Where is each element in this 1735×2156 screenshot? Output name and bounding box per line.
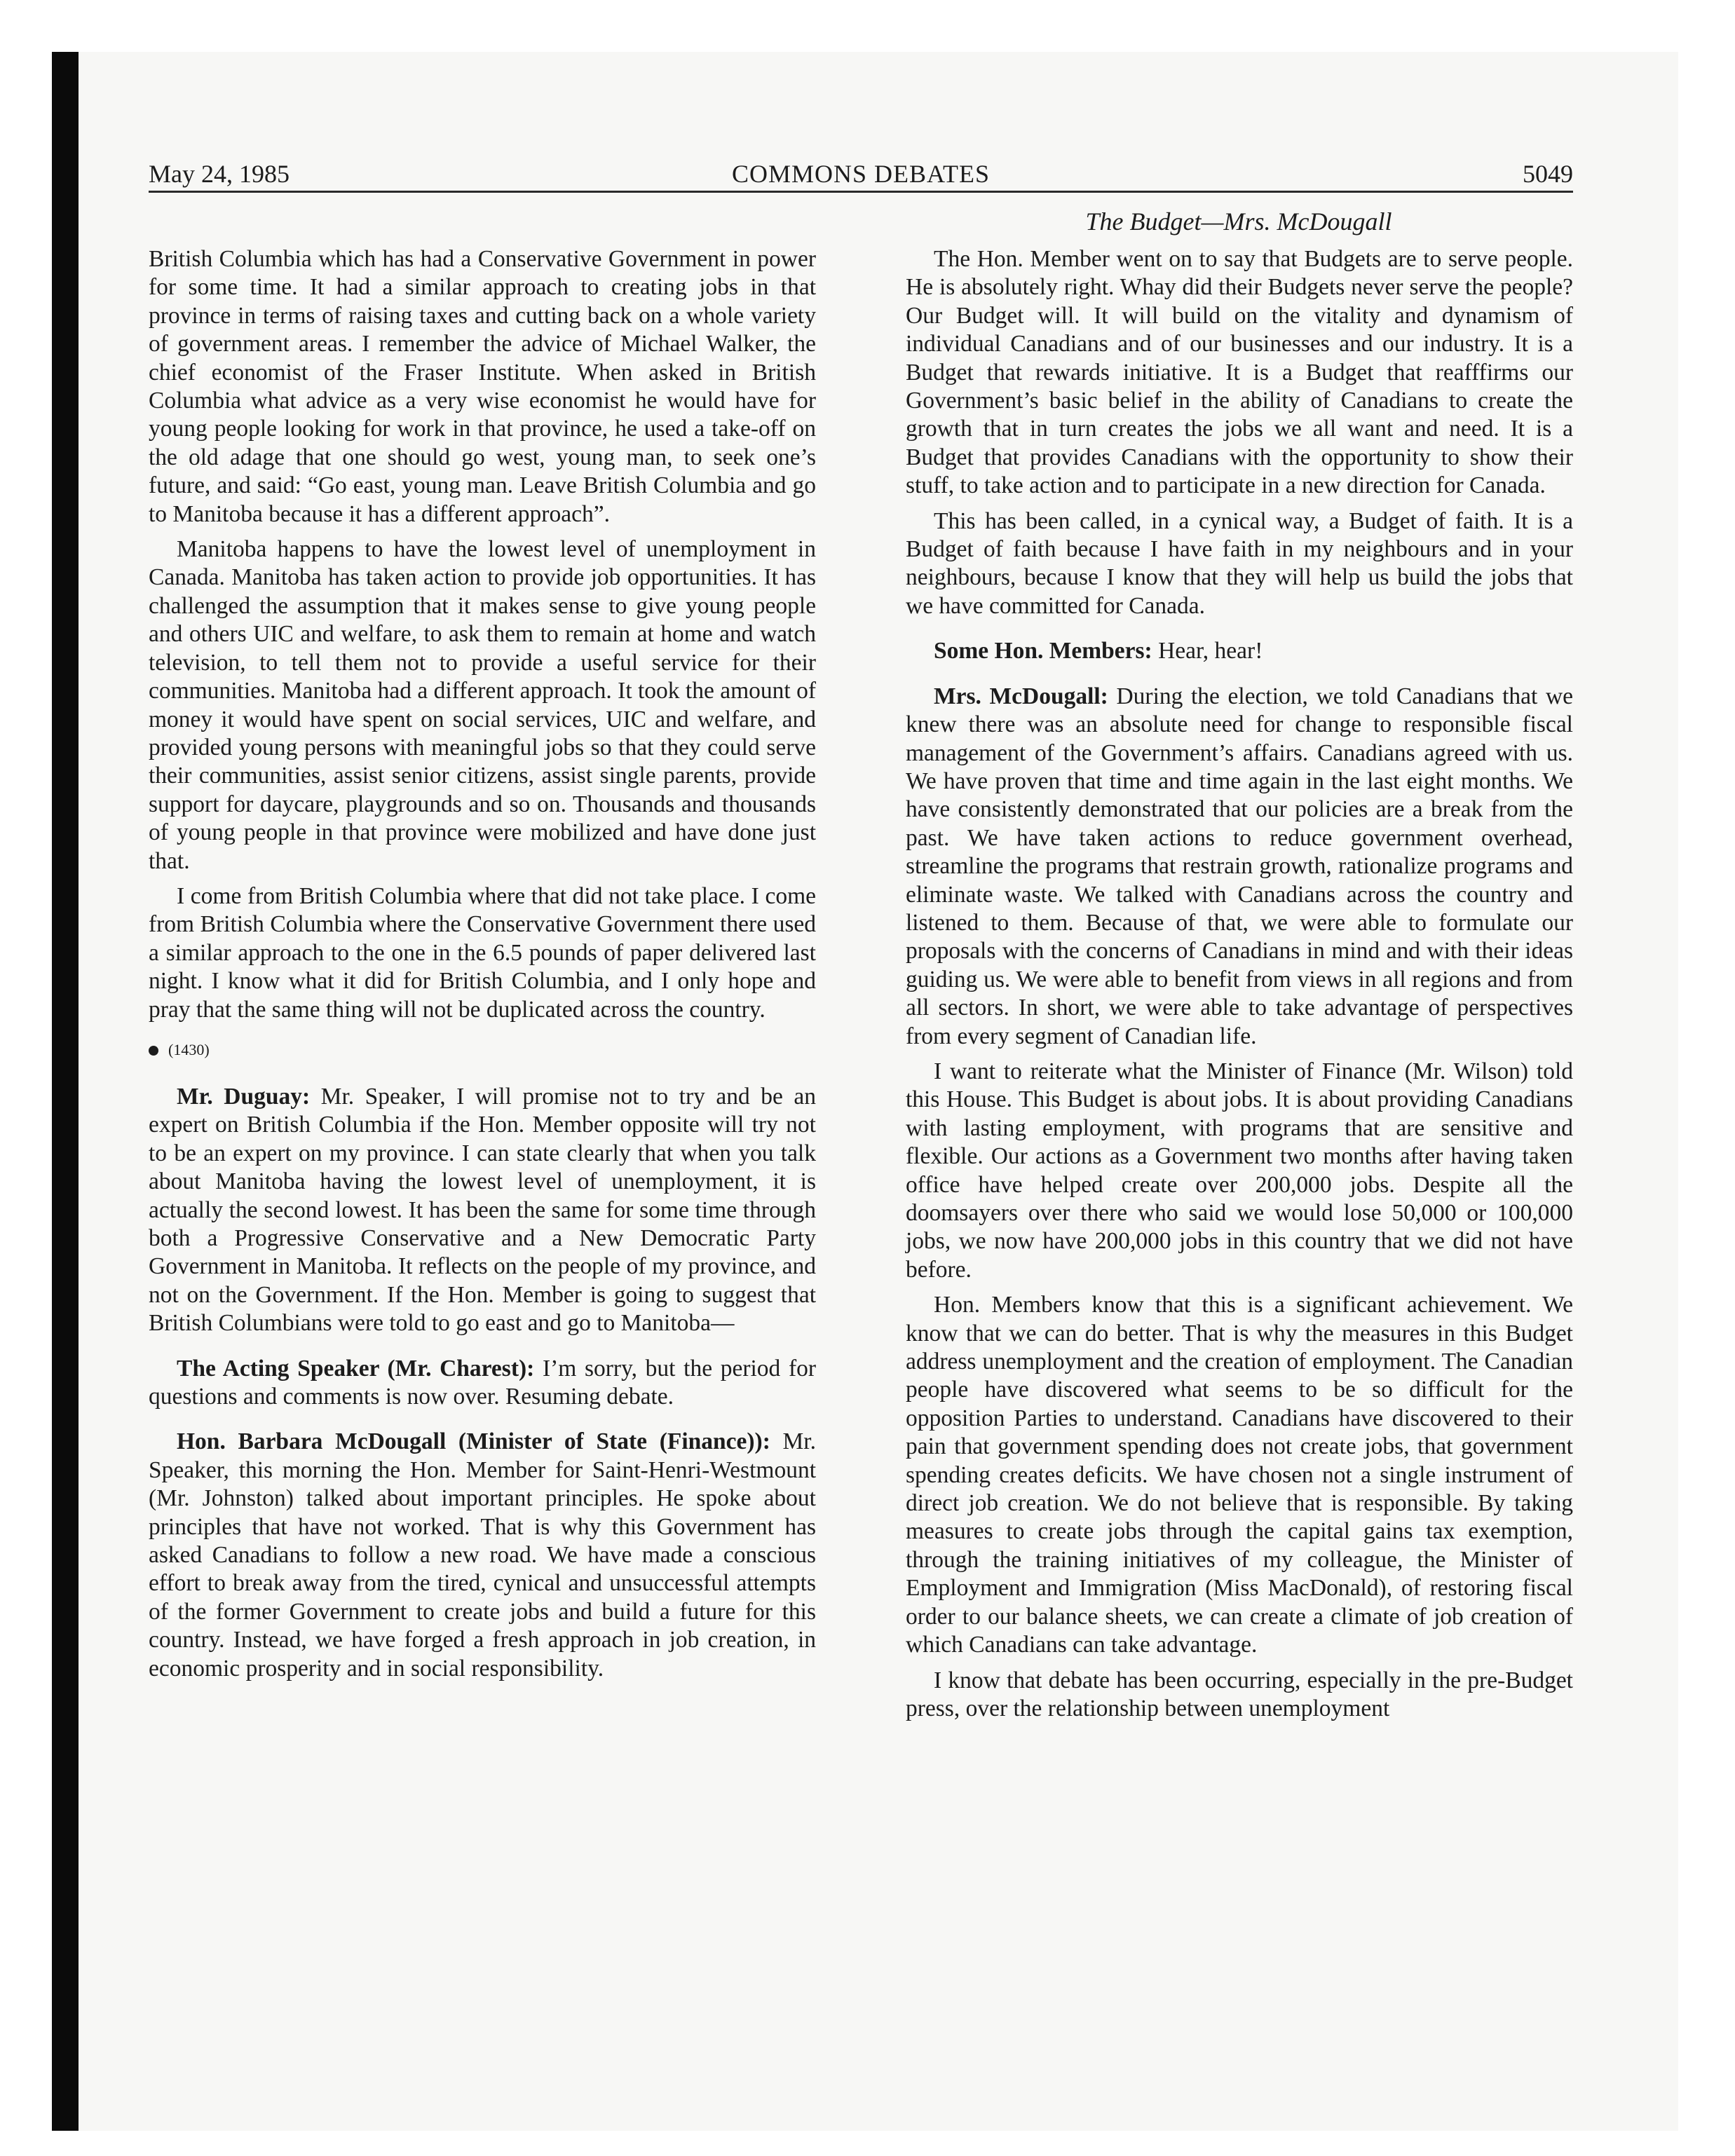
speech-some-members [906, 637, 1573, 665]
paragraph: British Columbia which has had a Conservative Government in power for some time. It had a similar approach to creating jobs in that province in terms of raising taxes and cutting back on a whole variety of government areas. I remember the advice of Michael Walker, the chief economist of the Fraser Institute. When asked in British Columbia what advice as a very wise economist he would have for young people looking for work in that province, he used a take-off on the old adage that one should go west, young man, to seek one’s future, and said: “Go east, young man. Leave British Columbia and go to Manitoba because it has a different approach”. [149, 246, 816, 527]
header-date: May 24, 1985 [149, 160, 290, 188]
paragraph: I know that debate has been occurring, especially in the pre-Budget press, over the relationship between unemployment [906, 1667, 1573, 1721]
speech-text: I’m sorry, but the period for questions and comments is now over. Resuming debate. [149, 1355, 817, 1410]
paragraph: This has been called, in a cynical way, a Budget of faith. It is a Budget of faith because I have faith in my neighbours and in your neighbours, because I know that they will help us build the jobs that we have committed for Canada. [906, 507, 1573, 619]
paragraph: I come from British Columbia where that did not take place. I come from British Columbia where the Conservative Government there used a similar approach to the one in the 6.5 pounds of paper delivered last night. I know what it did for British Columbia, and I only hope and pray that the same thing will not be duplicated across the country. [149, 882, 816, 1023]
speech-mrs-mcdougall [906, 683, 1573, 1051]
speaker-name: Hon. Barbara McDougall (Minister of State (Finance)): [177, 1428, 770, 1455]
speech-text: Mr. Speaker, I will promise not to try and be an expert on British Columbia if the Hon. Member opposite will try not to be an expert on my province. I can state clearly that when you talk about Manitoba having the lowest level of unemployment, it is actually the second lowest. It has been the same for some time through both a Progressive Conservative and a New Democratic Party Government in Manitoba. It reflects on the people of my province, and not on the Government. If the Hon. Member is going to suggest that British Columbians were told to go east and go to Manitoba— [149, 1083, 817, 1337]
paragraph: Hon. Members know that this is a significant achievement. We know that we can do better. That is why the measures in this Budget address unemployment and the creation of employment. The Canadian people have discovered what seems to be so difficult for the opposition Parties to understand. Canadians have discovered to their pain that government spending does not create jobs, that government spending creates deficits. We have chosen not a single instrument of direct job creation. We do not believe that is responsible. By taking measures to create jobs through the capital gains tax exemption, through the training initiatives of my colleague, the Minister of Employment and Immigration (Miss MacDonald), of restoring fiscal order to our balance sheets, we can create a climate of job creation of which Canadians can take advantage. [906, 1292, 1573, 1658]
header-page-number: 5049 [1523, 160, 1573, 188]
header-title: COMMONS DEBATES [731, 160, 991, 188]
left-column [149, 245, 816, 1690]
speech-text: Hear, hear! [1158, 638, 1263, 664]
speech-duguay [149, 1083, 816, 1338]
scan-border [52, 52, 79, 2131]
speech-text: During the election, we told Canadians that we knew there was an absolute need for change to responsible fiscal management of the Government’s affairs. Canadians agreed with us. We have proven that time and time again in the last eight months. We have consistently demonstrated that our policies are a break from the past. We have taken actions to reduce government overhead, streamline the programs that restrain growth, rationalize programs and eliminate waste. We talked with Canadians across the country and listened to them. Because of that, we were able to formulate our proposals with the concerns of Canadians in mind and with their ideas guiding us. We were able to benefit from views in all regions and from all sectors. In short, we were able to take advantage of perspectives from every segment of Canadian life. [906, 683, 1573, 1049]
paragraph: Manitoba happens to have the lowest level of unemployment in Canada. Manitoba has taken action to provide job opportunities. It has challenged the assumption that it makes sense to give young people and others UIC and welfare, to ask them to remain at home and watch television, to tell them not to provide a useful service for their communities. Manitoba had a different approach. It took the amount of money it would have spent on social services, UIC and welfare, and provided young persons with meaningful jobs so that they could serve their communities, assist senior citizens, assist single parents, provide support for daycare, playgrounds and so on. Thousands and thousands of young people in that province were mobilized and have done just that. [149, 536, 817, 874]
time-marker [149, 1039, 816, 1060]
header-rule [149, 191, 1573, 193]
speaker-name: The Acting Speaker (Mr. Charest): [177, 1355, 535, 1381]
paragraph: I want to reiterate what the Minister of Finance (Mr. Wilson) told this House. This Budget is about jobs. It is about providing Canadians with lasting employment, with programs that are sensitive and flexible. Our actions as a Government two months after having taken office have helped create over 200,000 jobs. Despite all the doomsayers over there who said we would lose 50,000 or 100,000 jobs, we now have 200,000 jobs in this country that we did not have before. [906, 1058, 1573, 1283]
time-marker-text: (1430) [168, 1040, 210, 1058]
paragraph: The Hon. Member went on to say that Budgets are to serve people. He is absolutely right. Whay did their Budgets never serve the people? Our Budget will. It will build on the vitality and dynamism of individual Canadians and of our businesses and our industry. It is a Budget that rewards initiative. It is a Budget that reafffirms our Government’s basic belief in the ability of Canadians to create the growth that in turn creates the jobs we all want and need. It is a Budget that provides Canadians with the opportunity to show their stuff, to take action and to participate in a new direction for Canada. [906, 246, 1573, 499]
speaker-name: Mrs. McDougall: [934, 683, 1108, 709]
speech-acting-speaker [149, 1355, 816, 1412]
running-head: The Budget—Mrs. McDougall [1085, 207, 1392, 236]
page-header [149, 156, 1573, 192]
speech-text: Mr. Speaker, this morning the Hon. Member for Saint-Henri-Westmount (Mr. Johnston) talked about important principles. He spoke about principles that have not worked. That is why this Government has asked Canadians to follow a new road. We have made a conscious effort to break away from the tired, cynical and unsuccessful attempts of the former Government to create jobs and build a future for this country. Instead, we have forged a fresh approach in job creation, in economic prosperity and in social responsibility. [149, 1428, 816, 1681]
bullet-icon [149, 1046, 158, 1056]
speech-mcdougall [149, 1428, 816, 1683]
right-column [906, 245, 1573, 1730]
speaker-name: Mr. Duguay: [177, 1083, 311, 1110]
speaker-name: Some Hon. Members: [934, 638, 1152, 664]
